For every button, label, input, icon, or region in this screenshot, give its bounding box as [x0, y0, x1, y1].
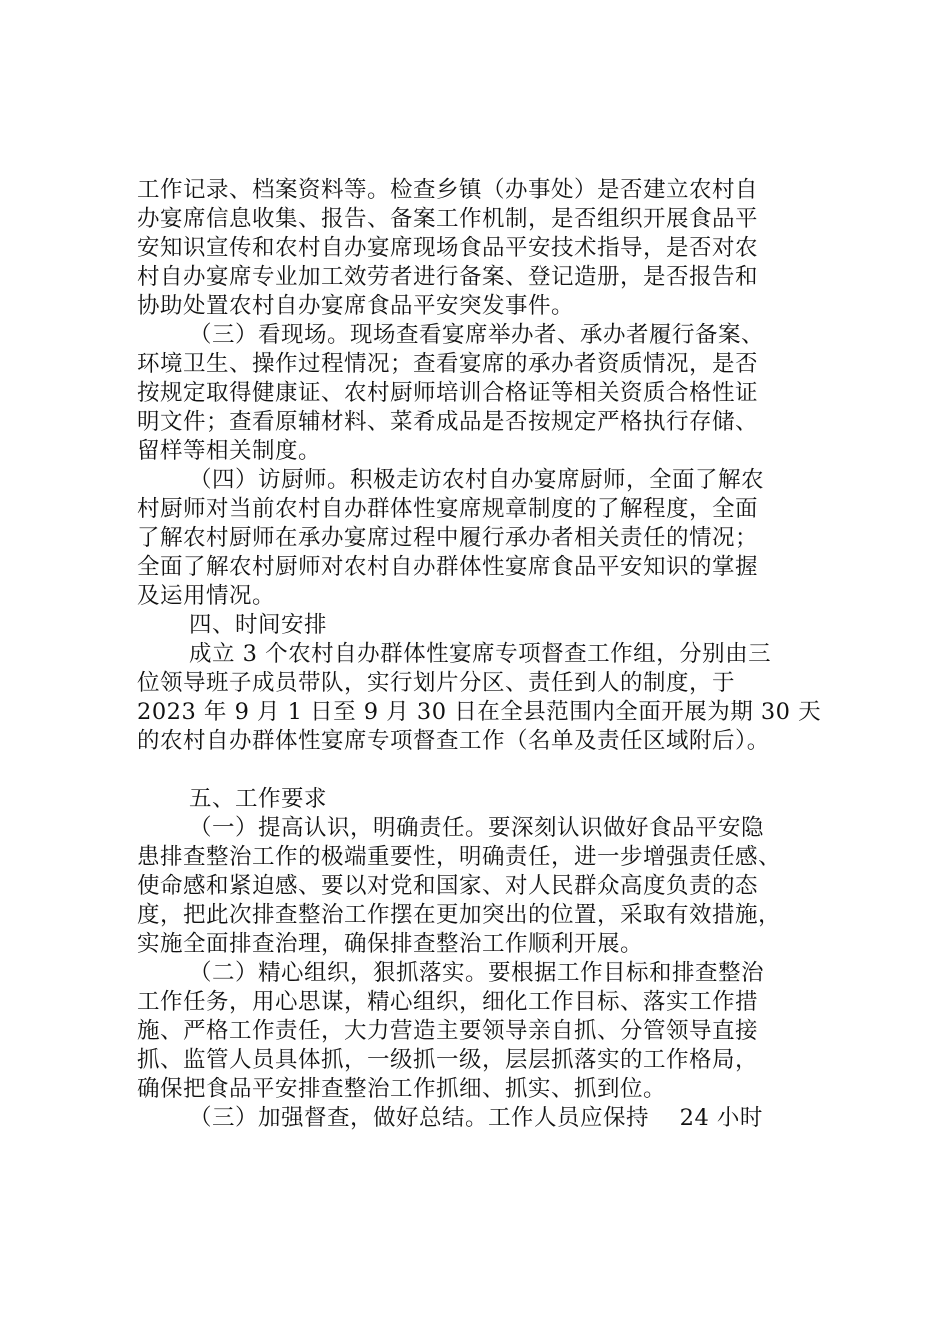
body-line: 度，把此次排查整治工作摆在更加突出的位置，采取有效措施， — [137, 902, 782, 928]
body-line: 按规定取得健康证、农村厨师培训合格证等相关资质合格性证 — [137, 380, 759, 406]
body-line: 工作记录、档案资料等。检查乡镇（办事处）是否建立农村自 — [137, 177, 759, 203]
body-line: 协助处置农村自办宴席食品平安突发事件。 — [137, 293, 575, 319]
blank-line — [137, 756, 827, 785]
paragraph-start: （一）提高认识，明确责任。要深刻认识做好食品平安隐 — [189, 815, 765, 841]
body-line: 确保把食品平安排查整治工作抓细、抓实、抓到位。 — [137, 1076, 667, 1102]
body-line: 的农村自办群体性宴席专项督查工作（名单及责任区域附后）。 — [137, 728, 770, 754]
body-line: 施、严格工作责任，大力营造主要领导亲自抓、分管领导直接 — [137, 1018, 759, 1044]
paragraph-start: （二）精心组织，狠抓落实。要根据工作目标和排查整治 — [189, 960, 765, 986]
body-line: 抓、监管人员具体抓，一级抓一级，层层抓落实的工作格局， — [137, 1047, 759, 1073]
body-line: 留样等相关制度。 — [137, 438, 322, 464]
document-page — [137, 176, 827, 1133]
body-line: 实施全面排查治理，确保排查整治工作顺利开展。 — [137, 931, 644, 957]
body-line: 安知识宣传和农村自办宴席现场食品平安技术指导，是否对农 — [137, 235, 759, 261]
body-line: 2023 年 9 月 1 日至 9 月 30 日在全县范围内全面开展为期 30 天 — [137, 699, 822, 725]
section-heading: 四、时间安排 — [189, 612, 328, 638]
body-line: 全面了解农村厨师对农村自办群体性宴席食品平安知识的掌握 — [137, 554, 759, 580]
body-line: 环境卫生、操作过程情况；查看宴席的承办者资质情况，是否 — [137, 351, 759, 377]
section-heading: 五、工作要求 — [189, 786, 328, 812]
body-line: 办宴席信息收集、报告、备案工作机制，是否组织开展食品平 — [137, 206, 759, 232]
body-line: 明文件；查看原辅材料、菜肴成品是否按规定严格执行存储、 — [137, 409, 759, 435]
body-line: 位领导班子成员带队，实行划片分区、责任到人的制度，于 — [137, 670, 736, 696]
body-line: 及运用情况。 — [137, 583, 276, 609]
paragraph-start: （三）加强督查，做好总结。工作人员应保持 24 小时 — [189, 1105, 763, 1131]
paragraph-start: （四）访厨师。积极走访农村自办宴席厨师，全面了解农 — [189, 467, 765, 493]
body-line: 工作任务，用心思谋，精心组织，细化工作目标、落实工作措 — [137, 989, 759, 1015]
body-line: 村厨师对当前农村自办群体性宴席规章制度的了解程度，全面 — [137, 496, 759, 522]
paragraph-start: 成立 3 个农村自办群体性宴席专项督查工作组，分别由三 — [189, 641, 772, 667]
paragraph-start: （三）看现场。现场查看宴席举办者、承办者履行备案、 — [189, 322, 765, 348]
body-line: 了解农村厨师在承办宴席过程中履行承办者相关责任的情况； — [137, 525, 759, 551]
body-line: 使命感和紧迫感、要以对党和国家、对人民群众高度负责的态 — [137, 873, 759, 899]
body-line: 村自办宴席专业加工效劳者进行备案、登记造册，是否报告和 — [137, 264, 759, 290]
body-line: 患排查整治工作的极端重要性，明确责任，进一步增强责任感、 — [137, 844, 782, 870]
